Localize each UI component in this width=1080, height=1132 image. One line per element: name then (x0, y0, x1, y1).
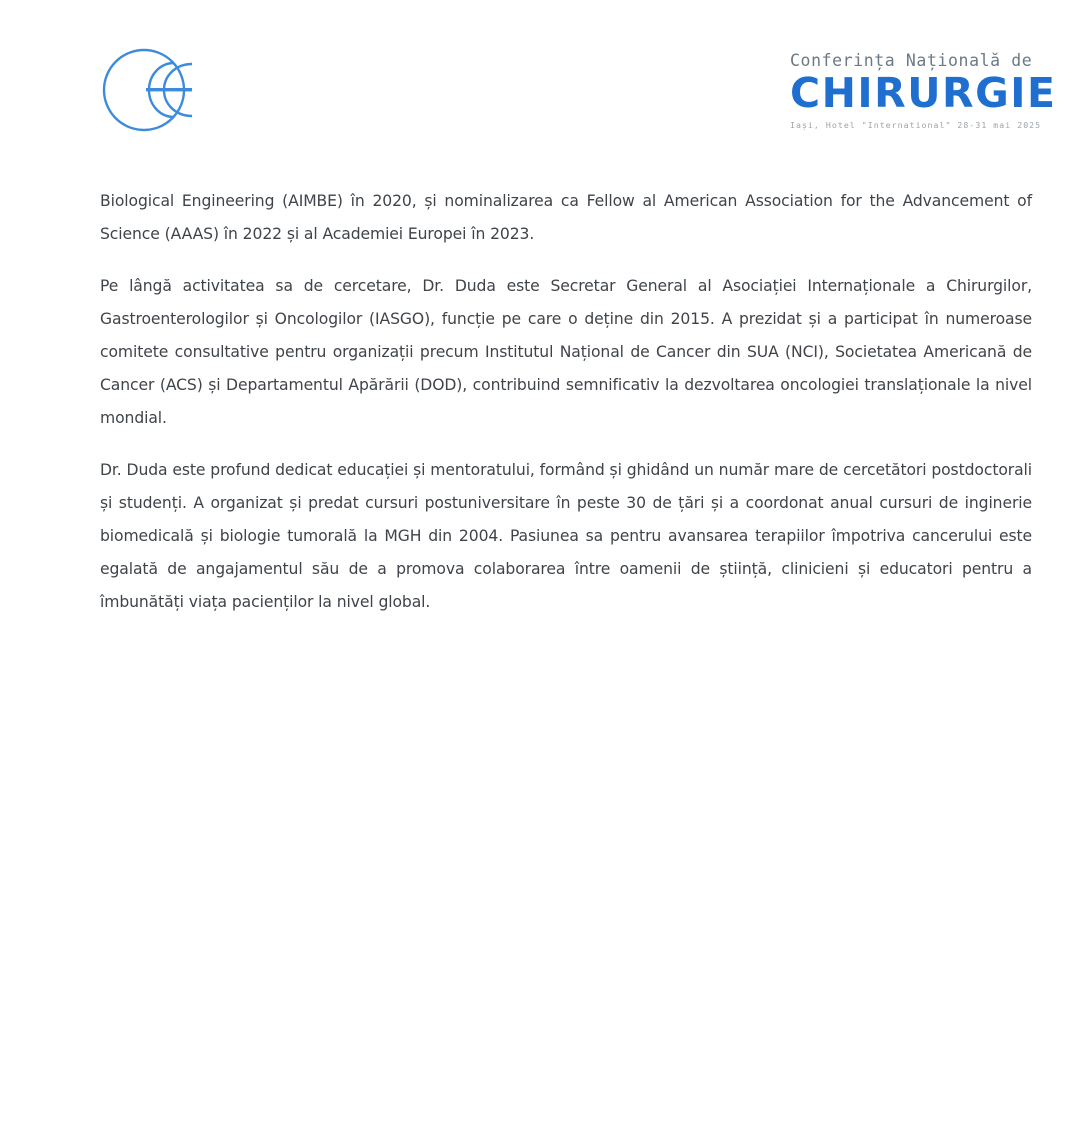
conference-logo-title: CHIRURGIE (790, 69, 1057, 118)
body-paragraph: Biological Engineering (AIMBE) în 2020, și nominalizarea ca Fellow al American Association for the Advancement of Science (AAAS) în 2022 și al Academiei Europei în 2023. (100, 192, 1032, 243)
document-body (100, 185, 1032, 619)
page-header (0, 0, 1080, 165)
conference-logo-line1: Conferința Națională de (790, 51, 1033, 70)
cc-monogram-logo (100, 48, 204, 132)
body-paragraph: Pe lângă activitatea sa de cercetare, Dr. Duda este Secretar General al Asociației Internaționale a Chirurgilor, Gastroenterologilor și Oncologilor (IASGO), funcție pe care o deține din 2015. A prezidat și a participat în numeroase comitete consultative pentru organizații precum Institutul Național de Cancer din SUA (NCI), Societatea Americană de Cancer (ACS) și Departamentul Apărării (DOD), contribuind semnificativ la dezvoltarea oncologiei translaționale la nivel mondial. (100, 277, 1032, 427)
conference-logo-details: Iași, Hotel "International" 28-31 mai 2025 (790, 120, 1042, 131)
conference-logo (790, 51, 1057, 131)
body-paragraph: Dr. Duda este profund dedicat educației și mentoratului, formând și ghidând un număr mare de cercetători postdoctorali și studenți. A organizat și predat cursuri postuniversitare în peste 30 de țări și a coordonat anual cursuri de inginerie biomedicală și biologie tumorală la MGH din 2004. Pasiunea sa pentru avansarea terapiilor împotriva cancerului este egalată de angajamentul său de a promova colaborarea între oamenii de știință, clinicieni și educatori pentru a îmbunătăți viața pacienților la nivel global. (100, 461, 1032, 611)
